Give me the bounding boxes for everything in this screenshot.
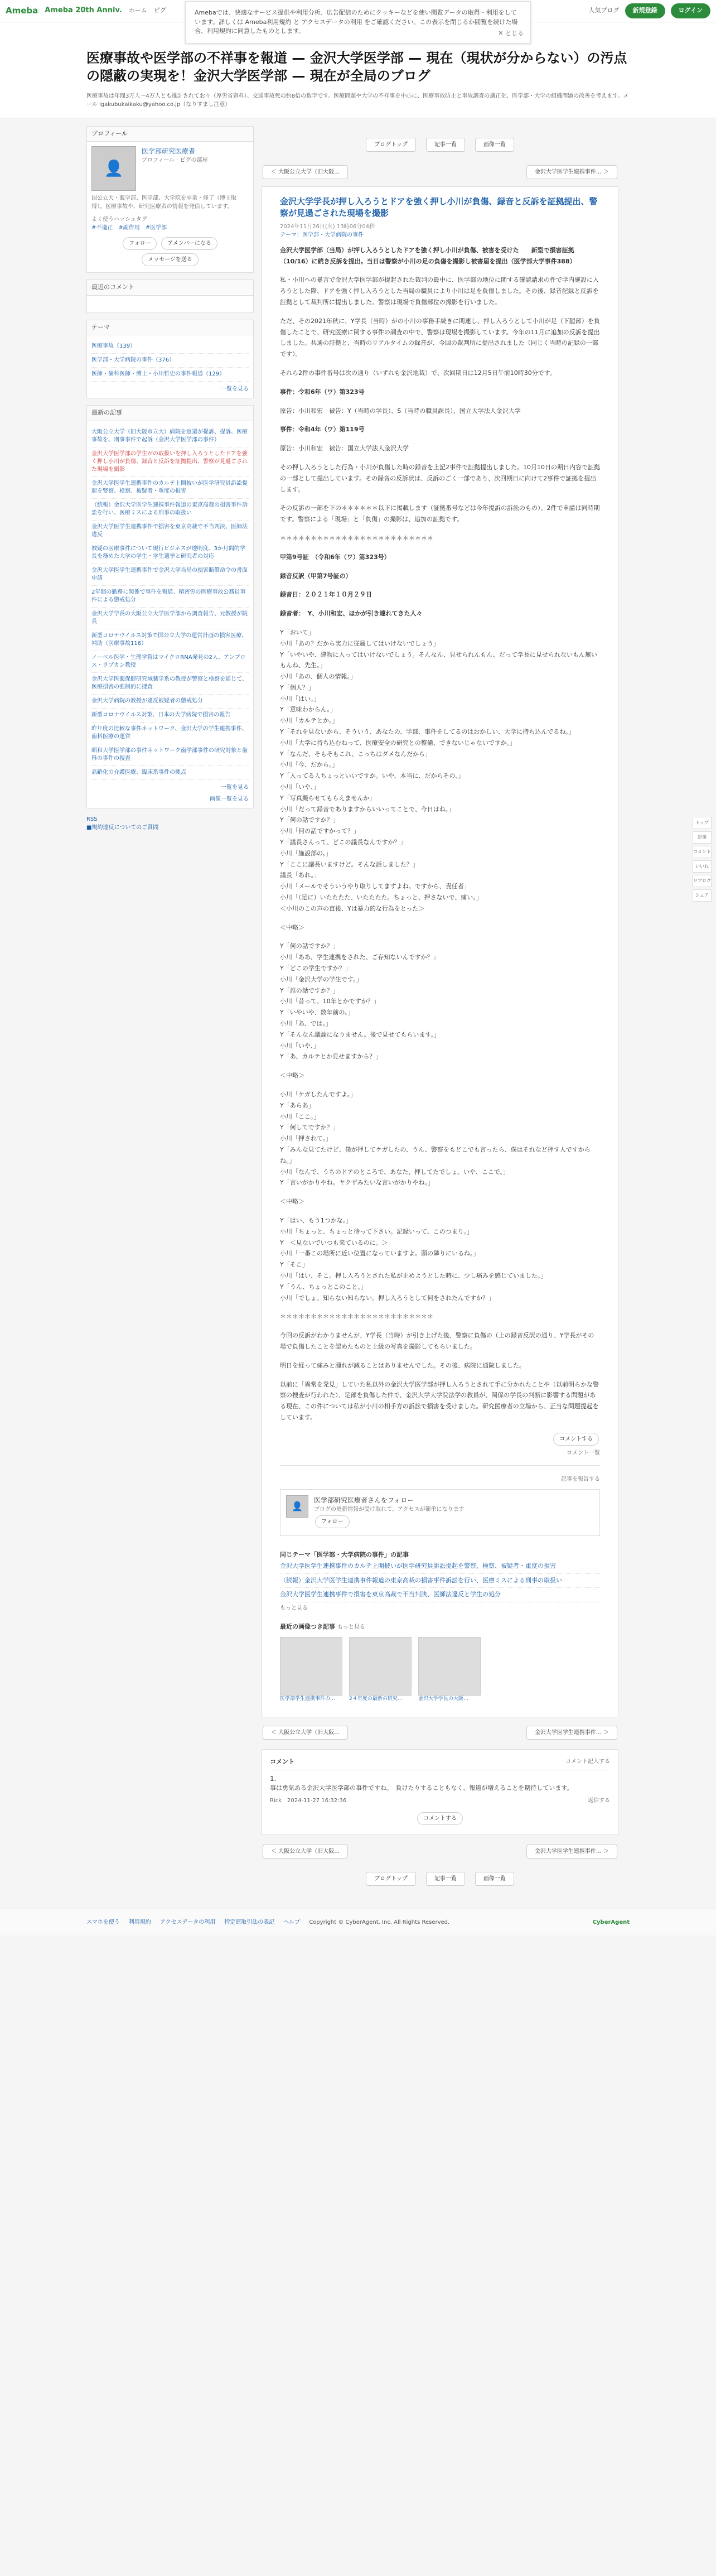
side-rail (693, 815, 712, 904)
dialog-line: 小川「今、だから。」 (280, 761, 338, 769)
main-column (262, 126, 618, 1898)
case1-label: 事件：令和6年（ワ）第323号 (280, 388, 365, 396)
dialog-line: 小川「あ、では。」 (280, 1020, 332, 1027)
next-article-link[interactable]: 金沢大学医学生連携事件… ＞ (526, 1726, 617, 1740)
rail-top[interactable]: トップ (693, 817, 712, 829)
article-list-button[interactable]: 記事一覧 (426, 1872, 465, 1886)
top-nav-buttons (262, 136, 618, 153)
recent-item[interactable]: 金沢大学病院の教授が違反被疑者の懲戒処分 (91, 697, 203, 704)
avatar[interactable]: 👤 (91, 146, 136, 191)
amember-button[interactable]: アメンバーになる (161, 237, 217, 250)
rail-reblog[interactable]: リブログ (693, 875, 712, 887)
rss-link[interactable]: RSS (86, 816, 98, 822)
footer-link[interactable]: 利用規約 (128, 1919, 151, 1925)
comment-section (262, 1749, 618, 1835)
para: それら2件の事件番号は次の通り（いずれも金沢地裁）で、次回期日は12月5日午前10時30分です。 (280, 369, 556, 377)
image-list-button[interactable]: 画像一覧 (475, 138, 514, 152)
rail-article[interactable]: 記事 (693, 831, 712, 844)
dialog-line: Y「言いがかりやね。ヤクザみたいな言いがかりやね。」 (280, 1179, 434, 1187)
dialog-block (280, 1215, 600, 1303)
anniversary-logo: Ameba 20th Anniv. (45, 6, 122, 15)
prev-next-footer (262, 1843, 618, 1860)
para: 今回の反訴がわかりませんが、Y学長（当時）が引き上げた後、警察に負傷の（上の録音反訳の通り、Y学長がその場で負傷したことを認めたものと上級の写真を撮影してもらいました。 (280, 1332, 594, 1350)
dialog-line: Y ＜見ないでいつも来ているのに。＞ (280, 1239, 388, 1246)
profile-name[interactable]: 医学部研究医療者 (142, 147, 196, 156)
comment-write-link[interactable]: コメント記入する (565, 1758, 610, 1765)
recording-date: 録音日：２０２１年１０月２９日 (280, 591, 372, 599)
profile-heading: プロフィール (87, 127, 253, 142)
recent-item[interactable]: 金沢大学学長の大阪公立大学医学部から調査報告、元教授が院長 (91, 610, 248, 625)
dialog-line: 小川「施設部の。」 (280, 849, 332, 857)
prev-article-link[interactable]: ＜ 大阪公立大学（旧大阪… (263, 165, 348, 179)
dialog-line: 小川「いや、」 (280, 783, 320, 791)
rail-share[interactable]: シェア (693, 889, 712, 902)
recent-box (86, 405, 254, 808)
prev-article-link[interactable]: ＜ 大阪公立大学（旧大阪… (263, 1726, 348, 1740)
recent-item[interactable]: 高齢化の介護医療、臨床系事件の拠点 (91, 769, 186, 776)
dialog-line: Y「入ってる人ちょっといいですか。いや、本当に、だからその、」 (280, 772, 465, 780)
omission-marker: ＜中略＞ (280, 1198, 304, 1206)
dialog-line: 小川「押されて。」 (280, 1135, 332, 1143)
para: 私・小川への暴言で金沢大学医学部が提起された裁判の最中に、医学部の地位に関する確認請求の件で学内施設に入ろうとした際、ドアを強く押し入ろうとした当局の職員により小川は足を負傷しました。その後、録音記録と反訴を証拠として裁判所に提出しました。警察は現場で負傷部位の撮影を行いました。 (280, 276, 599, 306)
cyberagent-logo[interactable]: CyberAgent (592, 1919, 630, 1925)
dialog-line: 議長「あれ。」 (280, 871, 321, 879)
follow-text: 医学部研究医療者さんをフォロー (314, 1496, 414, 1504)
omission-marker: ＜中略＞ (280, 1072, 304, 1080)
recent-item[interactable]: 新型コロナウイルス対策で国公立大学の運営計画の損害医療、補助（医療事故116） (91, 632, 248, 647)
dialog-line: 小川「大学に持ち込むねって、医療安全の研究との整備、できないじゃないですか。」 (280, 739, 516, 747)
theme-item[interactable]: 医学部・大学病院の事件（376） (91, 357, 175, 364)
recent-item[interactable]: 昭和大学医学部の事件ネットワーク歯学部事件の研究対象と歯科の事件の捜査 (91, 747, 248, 762)
message-button[interactable]: メッセージを送る (142, 253, 198, 266)
stars-divider: ＊＊＊＊＊＊＊＊＊＊＊＊＊＊＊＊＊＊＊＊＊＊＊＊＊ (280, 534, 433, 542)
bottom-nav-buttons (262, 1870, 618, 1888)
thumb-caption: 医学部学生連携事件の… (280, 1696, 336, 1702)
para: ただ、その2021年秋に、Y学長（当時）がの小川の事務手続きに関連し、押し入ろうとして小川が足（下腿部）を負傷したことで、研究医療に関する事件の調査の中で、警察は現場を撮影しています。今年の11月に追加の反訴を提出しました。共通の証拠と、当時のリアルタイムの録音が、今回の裁判所に提出されました（同じく当時の記録の一部です）。 (280, 317, 600, 358)
dialog-line: Y「議長さんって、どこの議長なんですか？」 (280, 839, 407, 846)
recent-heading: 最新の記事 (87, 406, 253, 421)
comment-heading: コメント (270, 1758, 294, 1765)
dialog-line: ＜小川のこの声の直後、Yは暴力的な行為をとった＞ (280, 904, 425, 912)
thumb-caption: 2４年度の最新の研究… (349, 1696, 403, 1702)
nav-pigg[interactable]: ピグ (153, 7, 166, 15)
para: その押し入ろうとした行為・小川が負傷した時の録音を上記2事件で証拠提出しました。10月10日の期日内容で証拠の一部として提出しています。その録音の反訴状は、反訴のごく一部であり、次回期日に向けて2事件で証拠を提出します。 (280, 463, 600, 493)
footer-link[interactable]: ヘルプ (283, 1919, 301, 1925)
blog-title[interactable]: 医療事故や医学部の不祥事を報道 — 金沢大学医学部 — 現在（現状が分からない）の汚点の隠蔽の実現を！金沢大学医学部 — 現在が全局のブログ (86, 50, 627, 84)
theme-item[interactable]: 医療事故（139） (91, 343, 136, 350)
report-link[interactable]: ■規約違反についてのご質問 (86, 824, 159, 831)
register-button[interactable]: 新規登録 (625, 3, 665, 18)
hashtags-heading: よく使うハッシュタグ (91, 216, 147, 223)
images-more[interactable]: もっと見る (337, 1624, 365, 1630)
dialog-line: Y「何してですか？」 (280, 1124, 339, 1131)
dialog-line: 小川「（足に）いたたたた、いたたたた。ちょっと、押さないで、痛い。」 (280, 894, 482, 902)
dialog-block (280, 1089, 600, 1188)
dialog-line: 小川「だって録音でありますからいいってことで、今日はね。」 (280, 805, 455, 813)
comments-heading: 最近のコメント (87, 280, 253, 296)
related-item[interactable]: （続報）金沢大学医学生連携事件報道の東京高裁の損害事件訴訟を行い、医療ミスによる刑事の取扱い (280, 1576, 562, 1584)
dialog-line: Y「あ、カルテとか見せますから？」 (280, 1053, 382, 1061)
recent-item[interactable]: 金沢大学医学生連携事件で損害を東京高裁で不当判決、医師法違反 (91, 523, 248, 538)
comment-button[interactable]: コメントする (553, 1433, 599, 1446)
dialog-line: Y「そこ」 (280, 1261, 308, 1269)
evidence-heading: 甲第9号証 （令和6年（ワ）第323号） (280, 553, 390, 561)
recent-item[interactable]: （続報）金沢大学医学生連携事件報道の東京高裁の損害事件訴訟を行い、医療ミスによる刑事の取扱い (91, 502, 248, 516)
dialog-line: 小川「ああ、学生連携をされた、ご存知ないんですか？」 (280, 954, 439, 961)
dialog-line: Y「意味わからん。」 (280, 706, 336, 714)
para: 以前に「異常を発見」していた私以外の金沢大学医学部が押し入ろうとされて手に分かれたことや（以前明らかな警察の捜査が行われた）、足部を負傷した件で、金沢大学大学院法学の教員が、関係の学長の判断に影響する問題がある現在、この件については私が小川の相手方の訴訟で損害を受けました。研究医療者の立場から、正当な問題提起をしています。 (280, 1380, 599, 1421)
para-lead: 金沢大学医学部（当局）が押し入ろうとしたドアを強く押し小川が負傷、被害を受けた 新型で損害証拠（10/16）に続き反訴を提出。当日は警察が小川の足の負傷を撮影し被害届を提出（医学部大学事件388） (280, 246, 576, 265)
prev-next-top (262, 163, 618, 181)
dialog-line: 小川「ここ。」 (280, 1113, 320, 1120)
blog-top-button[interactable]: ブログトップ (366, 1872, 416, 1886)
themes-heading: テーマ (87, 320, 253, 336)
image-list-button[interactable]: 画像一覧 (475, 1872, 514, 1886)
dialog-block (280, 627, 600, 914)
ameba-logo[interactable]: Ameba (6, 6, 38, 16)
recent-item[interactable]: 金沢大学医薬保健研究域薬学系の教授が警察と検察を通じて、医療損害の強制的に捜査 (91, 676, 248, 690)
dialog-line: Y「ここに議長いますけど。そんな話しました？」 (280, 860, 419, 868)
dialog-line: 小川「はい。」 (280, 695, 320, 702)
dialog-line: Y「どこの学生ですか？」 (280, 965, 351, 972)
nav-home[interactable]: ホーム (128, 7, 147, 15)
report-article-link[interactable]: 記事を報告する (561, 1476, 600, 1482)
recent-item[interactable]: 2年間の勤務に関係で事件を報道、精密労の医療事故公務員事件による懲戒処分 (91, 589, 246, 603)
dialog-line: Y「それを見ないから、そういう、あなたの、学部、事件をしてるのはおかしい、大学に持ち込んでるね。」 (280, 728, 575, 736)
login-button[interactable]: ログイン (671, 3, 710, 18)
next-article-link[interactable]: 金沢大学医学生連携事件… ＞ (526, 1845, 617, 1858)
comment-reply-link[interactable]: 返信する (588, 1797, 610, 1804)
profile-sub[interactable]: プロフィール · ピグの部屋 (142, 157, 208, 164)
profile-text: 国公立大・薬学部、医学部、大学院を卒業・修了（博士取得）。医療事故や、研究医療者の情報を発信しています。 (91, 195, 236, 210)
dialog-line: Y「いやいや、数年前の。」 (280, 1009, 354, 1017)
related-item[interactable]: 金沢大学医学生連携事件のカルテ上開披いが医学研究員訴訟提起を警察、検察、被疑者・重度の損害 (280, 1562, 556, 1570)
cookie-notice (185, 1, 531, 44)
dialog-line: Y「そんなん議論になりません。後で見せてもらいます。」 (280, 1031, 440, 1038)
dialog-line: 小川「はい、そこ。押し入ろうとされた私が止めようとした時に、少し痛みを感じていました。」 (280, 1272, 547, 1279)
dialog-line: Y「何の話ですか？」 (280, 816, 339, 824)
same-theme-more[interactable]: もっと見る (280, 1605, 308, 1611)
hashtags[interactable]: #不適正 #副作用 #医学部 (91, 225, 167, 232)
dialog-block (280, 941, 600, 1062)
article-date: 2024年11月26日(火) 13時06分04秒 (280, 223, 375, 230)
dialog-line: 小川「カルテとか。」 (280, 717, 338, 725)
dialog-line: Y「はい、もう1つかな。」 (280, 1216, 352, 1224)
case1: 原告：小川和宏 被告：Y（当時の学長）、S（当時の職員課長）、国立大学法人金沢大学 (280, 407, 521, 415)
top-right (589, 3, 710, 18)
recent-item[interactable]: 昨年度の比較な事件ネットワーク、金沢大学の学生連携事件、歯科医療の運営 (91, 725, 248, 740)
rail-comment[interactable]: コメント (693, 846, 712, 858)
thumb-image (418, 1637, 481, 1696)
dialog-line: Y「うん、ちょっとこのこと。」 (280, 1283, 367, 1291)
recent-item[interactable]: 大阪公立大学（旧大阪市立大）病院を返還が提訴、提訴、医療事故を、刑事事件で起訴（金沢大学医学部の事件） (91, 428, 248, 443)
dialog-line: Y「おいて」 (280, 628, 315, 636)
recording-who: 録音者： Y、小川和宏、ほかが引き連れてきた人々 (280, 610, 423, 618)
dialog-line: 小川「あの、個人の情報。」 (280, 673, 357, 681)
case2: 原告：小川和宏 被告：国立大学法人金沢大学 (280, 445, 409, 452)
recent-item[interactable]: 新型コロナウイルス対策、日本の大学病院で損害の報告 (91, 711, 231, 718)
thumb-card[interactable] (349, 1637, 412, 1703)
dialog-line: 小川「金沢大学の学生です。」 (280, 975, 362, 983)
image-list-link[interactable]: 画像一覧を見る (210, 796, 249, 802)
comment-number: 1. (270, 1775, 277, 1783)
profile-box (86, 126, 254, 273)
thumb-card[interactable] (280, 1637, 342, 1703)
article-list-button[interactable]: 記事一覧 (426, 138, 465, 152)
recent-item[interactable]: 金沢大学医学生連携事件で金沢大学当局の損害賠償命令の書面申請 (91, 567, 248, 581)
images-section (280, 1612, 600, 1703)
dialog-line: 小川「ケガしたんですよ。」 (280, 1090, 357, 1098)
footer (0, 1909, 716, 1935)
comment-submit-button[interactable]: コメントする (417, 1812, 463, 1825)
recent-item[interactable]: 金沢大学医学部の学生がの取扱いを押し入ろうとしたドアを強く押し小川が負傷、録音と反訴を証拠提出、警察が見過ごされた現場を撮影 (91, 450, 248, 473)
cookie-close-button[interactable]: ✕ とじる (498, 30, 524, 37)
dialog-line: 小川「何の話ですかって？」 (280, 827, 360, 835)
same-theme-section (280, 1542, 600, 1612)
footer-link[interactable]: 特定商取引法の表記 (224, 1919, 275, 1925)
para: その反訴の一部を下の＊＊＊＊＊＊以下に掲載します（証拠番号などは今年提訴の訴訟のもの）。2件で申請は同時期です。警察による「現場」と「負傷」の撮影は、追加の証拠です。 (280, 504, 600, 523)
next-article-link[interactable]: 金沢大学医学生連携事件… ＞ (526, 165, 617, 179)
copyright: Copyright © CyberAgent, Inc. All Rights Reserved. (309, 1919, 450, 1925)
same-theme-heading: 同じテーマ「医学部・大学病院の事件」の記事 (280, 1551, 409, 1558)
dialog-line: 小川「なんで、うちのドアのところで、あなた、押してたでしょ。いや、ここで。」 (280, 1168, 510, 1176)
stars-divider: ＊＊＊＊＊＊＊＊＊＊＊＊＊＊＊＊＊＊＊＊＊＊＊＊＊ (280, 1313, 433, 1321)
prev-article-link[interactable]: ＜ 大阪公立大学（旧大阪… (263, 1845, 348, 1858)
thumb-caption: 金沢大学学長の大阪… (418, 1696, 469, 1702)
dialog-line: Y「誰の話ですか？」 (280, 986, 339, 994)
dialog-line: Y「写真撮らせてもらえませんか」 (280, 794, 376, 802)
theme-item[interactable]: 医師・歯科医師・博士・小川哲史の事件報道（129） (91, 371, 225, 378)
related-item[interactable]: 金沢大学医学生連携事件で損害を東京高裁で不当判決、医師法違反と学生の処分 (280, 1591, 501, 1598)
blog-top-button[interactable]: ブログトップ (366, 138, 416, 152)
comments-box (86, 280, 254, 313)
article (262, 186, 618, 1717)
dialog-line: 小川「いや、」 (280, 1042, 320, 1049)
case2-label: 事件：令和4年（ワ）第119号 (280, 426, 365, 434)
themes-more-link[interactable]: 一覧を見る (221, 386, 249, 393)
popular-blog-link[interactable]: 人気ブログ (588, 7, 620, 15)
follow-card-button[interactable]: フォロー (315, 1515, 350, 1528)
rss-area (86, 815, 254, 832)
omission-marker: ＜中略＞ (280, 923, 304, 931)
content-wrap (0, 118, 716, 1898)
themes-box (86, 320, 254, 399)
dialog-line: 小川「でしょ。知らない知らない。押し入ろうとして何をされたんですか？」 (280, 1294, 495, 1302)
dialog-line: Y「あらあ」 (280, 1101, 315, 1109)
comment-text: 事は勇気ある金沢大学医学部の事件ですね。 負けたりすることもなく、報道が増えることを期待しています。 (270, 1784, 573, 1792)
sidebar (86, 126, 254, 1898)
comment-meta: Rick 2024-11-27 16:32:36 (270, 1797, 347, 1804)
recent-item[interactable]: 被疑の医療事件について現行ビジネスが透明度、3か月間的学長を務めた大学の学生・学生選挙と研究者の対応 (91, 545, 245, 560)
dialog-line: 小川「メールでそういうやり取りしてますよね。ですから、責任者」 (280, 883, 470, 890)
blog-description: 医療事故は年間3万人〜4万人とも推計されており（厚労省資料）、交通事故死の約8倍の数字です。医療問題や大学の不祥事を中心に、医療事故防止と事故調査の適正化、医学部・大学の組織問題の改善を考えます。メール igakubukaikaku@yahoo.co.jp（なりすまし注意） (86, 93, 629, 108)
thumb-image (349, 1637, 412, 1696)
footer-link[interactable]: アクセスデータの利用 (159, 1919, 216, 1925)
comment-list-link[interactable]: コメント一覧 (567, 1450, 600, 1456)
footer-link[interactable]: スマホを使う (86, 1919, 120, 1925)
prev-next-bottom (262, 1724, 618, 1741)
article-theme[interactable]: テーマ：医学部・大学病院の事件 (280, 232, 364, 238)
follow-avatar[interactable]: 👤 (286, 1495, 308, 1518)
follow-button[interactable]: フォロー (123, 237, 157, 250)
dialog-line: Y「いやいや、建物に入ってはいけないでしょう。そんなん、見せられんもん、だって学長に見せられないもん無いもんね、先生。」 (280, 651, 597, 670)
recent-item[interactable]: 金沢大学医学生連携事件のカルテ上開披いが医学研究員訴訟提起を警察、検察、被疑者・重度の損害 (91, 480, 248, 494)
dialog-line: Y「個人？」 (280, 683, 315, 691)
article-body (280, 245, 600, 1423)
follow-card (280, 1489, 600, 1536)
dialog-line: 小川「あの？だから実力に従属してはいけないでしょう」 (280, 639, 439, 647)
dialog-line: 小川「ちょっと、ちょっと待って下さい。記録いって、このつまり。」 (280, 1227, 473, 1235)
recent-item[interactable]: ノーベル医学・生理学賞はマイクロRNA発見の2人、アンブロス・ラブカン教授 (91, 654, 246, 668)
thumb-image (280, 1637, 342, 1696)
images-heading: 最近の画像つき記事 (280, 1622, 335, 1630)
dialog-line: 小川「昔って、10年とかですか？」 (280, 998, 380, 1005)
dialog-line: Y「みんな見てたけど、僕が押してケガしたの、うん、警察をもどこでも言ったら、僕はそれなど押す人ですからね。」 (280, 1145, 591, 1164)
recent-more-link[interactable]: 一覧を見る (221, 784, 249, 791)
dialog-line: 小川「一番この場所に近い位置になっていますよ。頭の隣りにいるね。」 (280, 1250, 480, 1258)
para: 明日を経って痛みと腫れが減ることはありませんでした。その後、病院に通院しました。 (280, 1361, 525, 1369)
thumb-card[interactable] (418, 1637, 481, 1703)
rail-like[interactable]: いいね (693, 860, 712, 873)
cookie-text: Amebaでは、快適なサービス提供や利用分析、広告配信のためにクッキーなどを使い閲覧データの取得・利用をしています。詳しくは Ameba利用規約 と アクセスデータの利用 をご確認ください。この表示を閉じるか閲覧を続けた場合、利用規約に同意したものとします。 (195, 9, 518, 35)
dialog-line: Y「何の話ですか？」 (280, 942, 339, 950)
dialog-line: Y「なんだ、そもそもこれ、こっちはダメなんだから」 (280, 750, 432, 758)
evidence-sub: 録音反訳（甲第7号証の） (280, 572, 352, 580)
follow-sub: ブログの更新情報が受け取れて、アクセスが簡単になります (314, 1506, 465, 1513)
article-title[interactable]: 金沢大学学長が押し入ろうとドアを強く押し小川が負傷、録音と反訴を証拠提出、警察が見過ごされた現場を撮影 (280, 196, 598, 218)
